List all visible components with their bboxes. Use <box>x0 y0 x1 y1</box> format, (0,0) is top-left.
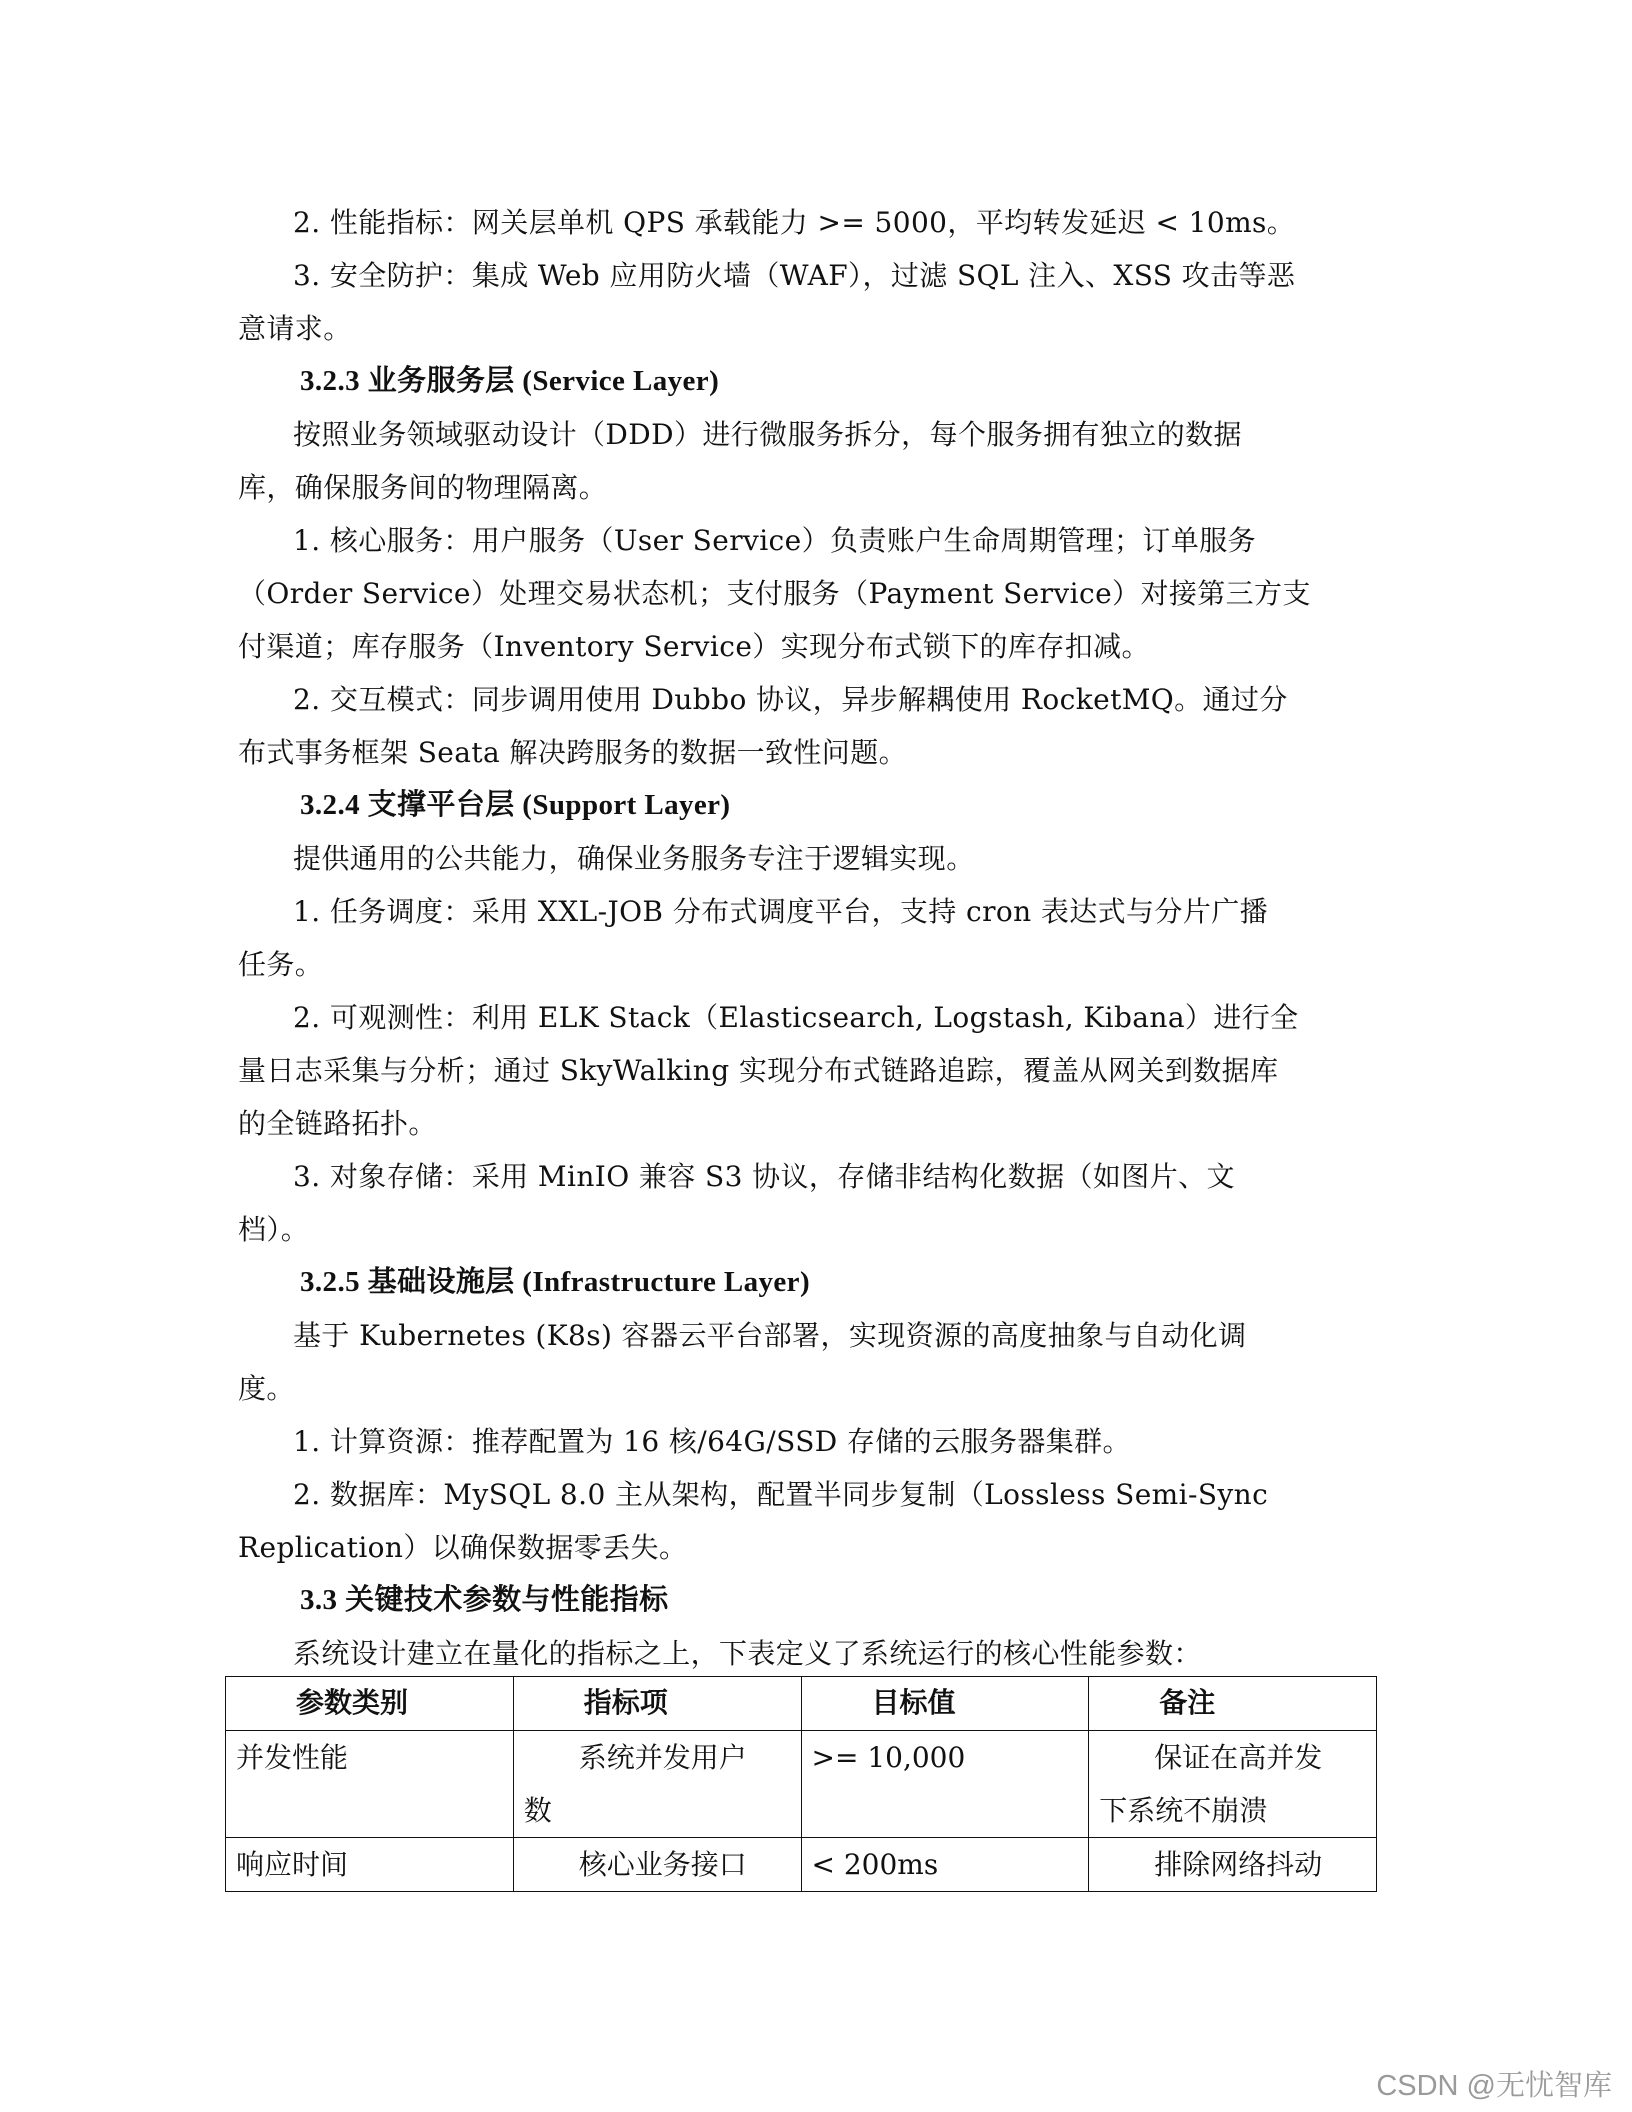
table-header-row <box>226 1677 1377 1731</box>
table-header-cell: 备注 <box>1089 1677 1377 1731</box>
cell-text-line: 核心业务接口 <box>578 1848 747 1881</box>
paragraph-line: 2. 交互模式：同步调用使用 Dubbo 协议，异步解耦使用 RocketMQ。通过分 <box>293 683 1288 716</box>
paragraph-line: Replication）以确保数据零丢失。 <box>238 1531 688 1564</box>
paragraph-line: 2. 可观测性：利用 ELK Stack（Elasticsearch, Logstash, Kibana）进行全 <box>293 1001 1299 1034</box>
paragraph-line: 按照业务领域驱动设计（DDD）进行微服务拆分，每个服务拥有独立的数据 <box>293 418 1242 451</box>
cell-text-line: 系统并发用户 <box>578 1741 747 1774</box>
table-cell-metric <box>513 1838 801 1892</box>
section-heading-3-2-4: 3.2.4 支撑平台层 (Support Layer) <box>300 789 731 821</box>
section-heading-3-3: 3.3 关键技术参数与性能指标 <box>300 1584 669 1616</box>
table-cell-target: < 200ms <box>801 1838 1089 1892</box>
paragraph-line: 度。 <box>238 1372 295 1405</box>
parameter-table <box>225 1676 1377 1892</box>
table-row <box>226 1731 1377 1838</box>
table-row <box>226 1838 1377 1892</box>
table-header-cell: 参数类别 <box>226 1677 514 1731</box>
table-cell-note <box>1089 1731 1377 1838</box>
paragraph-line: 提供通用的公共能力，确保业务服务专注于逻辑实现。 <box>293 842 975 875</box>
paragraph-line: 付渠道；库存服务（Inventory Service）实现分布式锁下的库存扣减。 <box>238 630 1150 663</box>
paragraph-line: 1. 任务调度：采用 XXL-JOB 分布式调度平台，支持 cron 表达式与分片广播 <box>293 895 1269 928</box>
table-cell-metric <box>513 1731 801 1838</box>
table-header-cell: 目标值 <box>801 1677 1089 1731</box>
paragraph-line: 2. 数据库：MySQL 8.0 主从架构，配置半同步复制（Lossless Semi-Sync <box>293 1478 1269 1511</box>
paragraph-line: 系统设计建立在量化的指标之上，下表定义了系统运行的核心性能参数： <box>293 1637 1202 1670</box>
paragraph-line: 3. 对象存储：采用 MinIO 兼容 S3 协议，存储非结构化数据（如图片、文 <box>293 1160 1235 1193</box>
paragraph-line: 库，确保服务间的物理隔离。 <box>238 471 608 504</box>
paragraph-line: 1. 核心服务：用户服务（User Service）负责账户生命周期管理；订单服务 <box>293 524 1257 557</box>
paragraph-line: 布式事务框架 Seata 解决跨服务的数据一致性问题。 <box>238 736 907 769</box>
paragraph-line: 量日志采集与分析；通过 SkyWalking 实现分布式链路追踪，覆盖从网关到数据库 <box>238 1054 1279 1087</box>
watermark: CSDN @无忧智库 <box>1376 2070 1612 2102</box>
paragraph-line: 的全链路拓扑。 <box>238 1107 437 1140</box>
document-body <box>238 196 1388 1680</box>
paragraph-line: 1. 计算资源：推荐配置为 16 核/64G/SSD 存储的云服务器集群。 <box>293 1425 1131 1458</box>
paragraph-line: 基于 Kubernetes (K8s) 容器云平台部署，实现资源的高度抽象与自动化调 <box>293 1319 1247 1352</box>
cell-text-line: 下系统不崩溃 <box>1099 1794 1268 1827</box>
paragraph-line: 3. 安全防护：集成 Web 应用防火墙（WAF），过滤 SQL 注入、XSS 攻击等恶 <box>293 259 1296 292</box>
cell-text-line: 排除网络抖动 <box>1154 1848 1323 1881</box>
table-cell-category: 并发性能 <box>226 1731 514 1838</box>
table-cell-note <box>1089 1838 1377 1892</box>
paragraph-line: 任务。 <box>238 948 324 981</box>
cell-text-line: 保证在高并发 <box>1154 1741 1323 1774</box>
cell-text-line: 数 <box>523 1794 552 1827</box>
table-cell-category: 响应时间 <box>226 1838 514 1892</box>
table-cell-target: >= 10,000 <box>801 1731 1089 1838</box>
table-header-cell: 指标项 <box>513 1677 801 1731</box>
paragraph-line: （Order Service）处理交易状态机；支付服务（Payment Service）对接第三方支 <box>238 577 1311 610</box>
paragraph-line: 2. 性能指标：网关层单机 QPS 承载能力 >= 5000，平均转发延迟 < 10ms。 <box>293 206 1296 239</box>
paragraph-line: 意请求。 <box>238 312 352 345</box>
section-heading-3-2-5: 3.2.5 基础设施层 (Infrastructure Layer) <box>300 1266 811 1298</box>
paragraph-line: 档）。 <box>238 1213 310 1246</box>
section-heading-3-2-3: 3.2.3 业务服务层 (Service Layer) <box>300 365 720 397</box>
